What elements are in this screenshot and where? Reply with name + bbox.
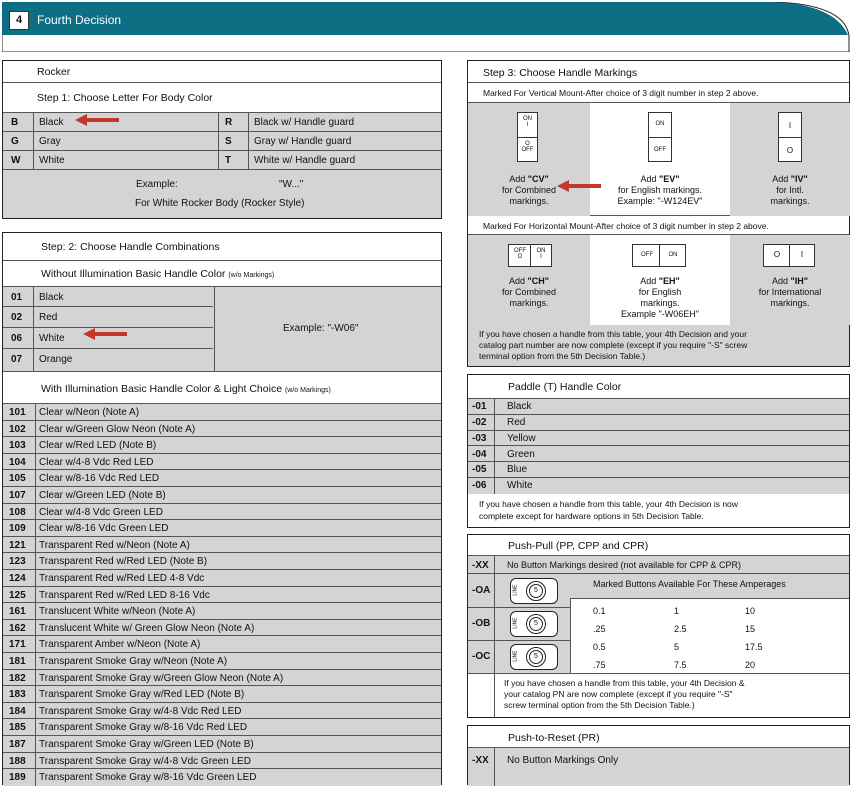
amperage-value: 10 bbox=[745, 606, 756, 616]
rocker-title-row bbox=[3, 61, 441, 83]
decision-number: 4 bbox=[9, 11, 29, 30]
illumination-row: 171 Transparent Amber w/Neon (Note A) bbox=[3, 636, 441, 653]
basic-color-row: 07 Orange bbox=[11, 354, 73, 365]
illumination-row: 184 Transparent Smoke Gray w/4-8 Vdc Red LED bbox=[3, 703, 441, 720]
amperage-value: 0.5 bbox=[593, 642, 606, 652]
intl-vertical-switch-icon: I O bbox=[778, 112, 802, 162]
header-banner bbox=[2, 2, 850, 52]
without-title-row: Without Illumination Basic Handle Color (w/o Markings) bbox=[3, 261, 441, 287]
illumination-row: 103 Clear w/Red LED (Note B) bbox=[3, 437, 441, 454]
illumination-row: 187 Transparent Smoke Gray w/Green LED (Note B) bbox=[3, 736, 441, 753]
illumination-row: 104 Clear w/4-8 Vdc Red LED bbox=[3, 454, 441, 471]
amperage-value: 7.5 bbox=[674, 660, 687, 670]
illumination-row: 105 Clear w/8-16 Vdc Red LED bbox=[3, 470, 441, 487]
body-color-row: G Gray S Gray w/ Handle guard bbox=[3, 132, 441, 151]
push-button-icon: LINE 5 bbox=[510, 611, 558, 637]
illumination-row: 109 Clear w/8-16 Vdc Green LED bbox=[3, 520, 441, 537]
arrow-icon bbox=[73, 113, 121, 127]
step2-title-row: Step: 2: Choose Handle Combinations bbox=[3, 233, 441, 261]
page-title: Fourth Decision bbox=[37, 13, 122, 27]
illumination-row: 107 Clear w/Green LED (Note B) bbox=[3, 487, 441, 504]
illumination-row: 181 Transparent Smoke Gray w/Neon (Note A) bbox=[3, 653, 441, 670]
rocker-title: Rocker bbox=[37, 66, 71, 78]
english-horizontal-switch-icon: OFF ON bbox=[632, 244, 686, 267]
illumination-row: 108 Clear w/4-8 Vdc Green LED bbox=[3, 504, 441, 521]
amperage-value: 17.5 bbox=[745, 642, 763, 652]
illumination-row: 123 Transparent Red w/Red LED (Note B) bbox=[3, 553, 441, 570]
push-pull-options bbox=[468, 574, 849, 673]
illumination-row: 161 Translucent White w/Neon (Note A) bbox=[3, 603, 441, 620]
basic-color-rows bbox=[3, 287, 441, 371]
basic-color-row: 02 Red bbox=[3, 307, 213, 328]
step2-table bbox=[2, 232, 442, 785]
paddle-note: If you have chosen a handle from this table, your 4th Decision is now complete except for hardware options in 5th Decision Table. bbox=[479, 499, 738, 521]
body-color-rows bbox=[3, 113, 441, 170]
banner-shape bbox=[2, 2, 850, 52]
amperage-value: 1 bbox=[674, 606, 680, 616]
illumination-row: 189 Transparent Smoke Gray w/8-16 Vdc Green LED bbox=[9, 772, 257, 784]
paddle-rows bbox=[468, 399, 849, 494]
illumination-row: 121 Transparent Red w/Neon (Note A) bbox=[3, 537, 441, 554]
push-to-reset-table: Push-to-Reset (PR) -XX No Button Markings Only bbox=[467, 725, 850, 785]
amperage-value: 15 bbox=[745, 624, 756, 634]
rocker-table bbox=[2, 60, 442, 219]
arrow-icon bbox=[555, 179, 603, 193]
push-pull-table: Push-Pull (PP, CPP and CPR) -XX No Button Markings desired (not available for CPP & CPR) Marked Buttons Available For These Amperages -OA LINE 5 -OB LINE 5 -OC LINE 5 0.1 1 10 .25 2.5 15 0.5 5 17.5 .75 7.5 20 If you have chosen a handle from this table, your 4th Decision & your catalog PN are now complete (except if you require "-S" screw terminal option from the 5th Decision Table.) bbox=[467, 534, 850, 718]
paddle-row: -03 Yellow bbox=[468, 431, 849, 447]
illumination-rows bbox=[3, 404, 441, 786]
with-title-row: With Illumination Basic Handle Color & Light Choice (w/o Markings) bbox=[3, 371, 441, 404]
amperage-value: 0.1 bbox=[593, 606, 606, 616]
paddle-row: -04 Green bbox=[468, 447, 849, 463]
paddle-row: -06 White bbox=[472, 480, 533, 492]
amperage-title: Marked Buttons Available For These Amperages bbox=[593, 579, 786, 589]
push-button-icon: LINE 5 bbox=[510, 644, 558, 670]
illumination-row: 183 Transparent Smoke Gray w/Red LED (Note B) bbox=[3, 686, 441, 703]
combined-vertical-switch-icon: ON I O OFF bbox=[517, 112, 538, 162]
paddle-title: Paddle (T) Handle Color bbox=[508, 381, 622, 393]
paddle-row: -02 Red bbox=[468, 415, 849, 431]
illumination-row: 182 Transparent Smoke Gray w/Green Glow Neon (Note A) bbox=[3, 670, 441, 687]
body-color-row: B Black R Black w/ Handle guard bbox=[3, 113, 441, 132]
step3-title: Step 3: Choose Handle Markings bbox=[483, 67, 638, 79]
illumination-row: 188 Transparent Smoke Gray w/4-8 Vdc Green LED bbox=[3, 753, 441, 770]
body-color-row: W White T White w/ Handle guard bbox=[3, 151, 441, 170]
basic-color-row: 01 Black bbox=[3, 287, 213, 307]
step1-title: Step 1: Choose Letter For Body Color bbox=[37, 92, 213, 104]
step3-table bbox=[467, 60, 850, 367]
push-to-reset-title: Push-to-Reset (PR) bbox=[508, 732, 600, 744]
illumination-row: 124 Transparent Red w/Red LED 4-8 Vdc bbox=[3, 570, 441, 587]
push-pull-option: -OC LINE 5 bbox=[468, 640, 570, 673]
arrow-icon bbox=[81, 327, 129, 341]
step1-row bbox=[3, 83, 441, 113]
step3-note: If you have chosen a handle from this table, your 4th Decision and your catalog part number are now complete (except if you require "-S" screw terminal option from the 5th Decision Table.) bbox=[468, 325, 849, 366]
horizontal-markings-row: OFF O ON I OFF ON O I Add "CH" for Combined markings. Add "EH" for English markings. Example "-W06EH" Add "IH" for International markings. bbox=[468, 235, 849, 325]
vertical-mount-title: Marked For Vertical Mount-After choice of 3 digit number in step 2 above. bbox=[483, 88, 759, 98]
amperage-value: 20 bbox=[745, 660, 756, 670]
illumination-row: 185 Transparent Smoke Gray w/8-16 Vdc Red LED bbox=[3, 719, 441, 736]
amperage-value: .75 bbox=[593, 660, 606, 670]
english-vertical-switch-icon: ON OFF bbox=[648, 112, 672, 162]
combined-horizontal-switch-icon: OFF O ON I bbox=[508, 244, 552, 267]
step2-example: Example: "-W06" bbox=[283, 323, 359, 334]
paddle-row: -05 Blue bbox=[468, 462, 849, 478]
push-pull-title: Push-Pull (PP, CPP and CPR) bbox=[508, 540, 649, 552]
push-pull-note: If you have chosen a handle from this table, your 4th Decision & your catalog PN are now complete (except if you require "-S" screw terminal option from the 5th Decision Table.) bbox=[468, 673, 849, 717]
rocker-example: Example: "W..." For White Rocker Body (Rocker Style) bbox=[3, 170, 441, 218]
illumination-row: 102 Clear w/Green Glow Neon (Note A) bbox=[3, 421, 441, 438]
paddle-row: -01 Black bbox=[468, 399, 849, 415]
illumination-row: 101 Clear w/Neon (Note A) bbox=[3, 404, 441, 421]
push-pull-option: -OA LINE 5 bbox=[468, 574, 570, 608]
amperage-value: .25 bbox=[593, 624, 606, 634]
vertical-markings-row: ON I O OFF ON OFF I O Add "CV" for Combined markings. Add "EV" for English markings. Example: "-W124EV" Add "IV" for Intl. markings. bbox=[468, 103, 849, 216]
horizontal-mount-title: Marked For Horizontal Mount-After choice of 3 digit number in step 2 above. bbox=[483, 221, 769, 231]
paddle-table bbox=[467, 374, 850, 528]
push-button-icon: LINE 5 bbox=[510, 578, 558, 604]
intl-horizontal-switch-icon: O I bbox=[763, 244, 815, 267]
basic-color-row: 06 White bbox=[3, 328, 213, 349]
illumination-row: 162 Translucent White w/ Green Glow Neon (Note A) bbox=[3, 620, 441, 637]
amperage-value: 2.5 bbox=[674, 624, 687, 634]
illumination-row: 125 Transparent Red w/Red LED 8-16 Vdc bbox=[3, 587, 441, 604]
push-pull-option: -OB LINE 5 bbox=[468, 607, 570, 641]
amperage-value: 5 bbox=[674, 642, 680, 652]
